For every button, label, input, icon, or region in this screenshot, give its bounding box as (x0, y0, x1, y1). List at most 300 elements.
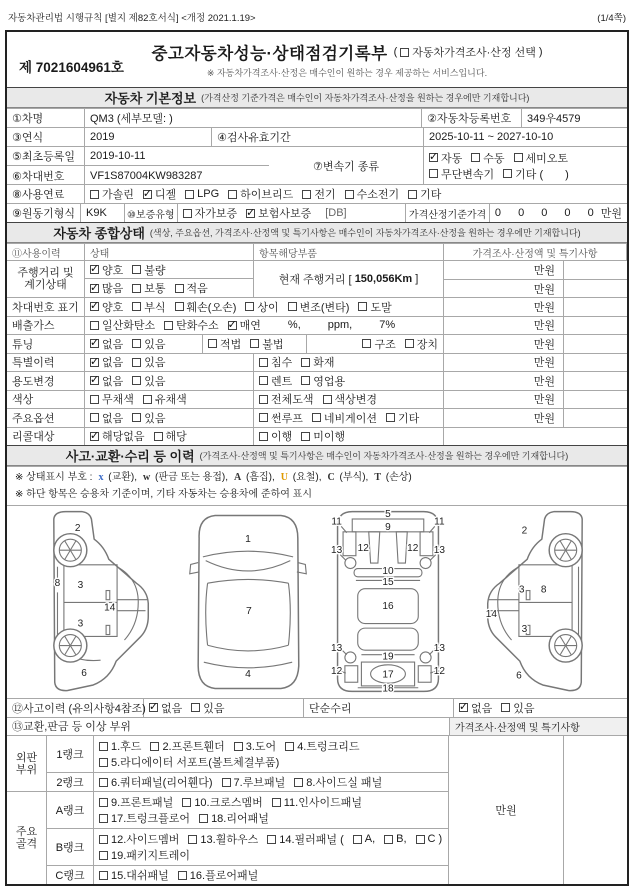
checkbox-option[interactable] (90, 428, 145, 444)
checkbox-label: B, (396, 833, 407, 845)
unchecked-checkbox-icon[interactable] (386, 413, 395, 422)
price-cell: 만원 (444, 298, 564, 316)
checkbox-option[interactable] (90, 336, 123, 352)
unchecked-checkbox-icon[interactable] (99, 851, 108, 860)
unchecked-checkbox-icon[interactable] (228, 190, 237, 199)
checkbox-option[interactable] (132, 373, 165, 389)
checked-checkbox-icon[interactable] (143, 190, 152, 199)
unchecked-checkbox-icon[interactable] (301, 358, 310, 367)
checkbox-option[interactable] (90, 410, 123, 426)
warranty-label: ⑩보증유형 (125, 204, 178, 222)
checkbox-option[interactable] (90, 354, 123, 370)
checkbox-option[interactable] (154, 428, 187, 444)
checkbox-option[interactable] (175, 299, 237, 315)
checkbox-option[interactable] (294, 774, 382, 790)
remark-cell (564, 372, 627, 390)
rankB-parts-line2[interactable] (99, 847, 443, 863)
unchecked-checkbox-icon[interactable] (405, 339, 414, 348)
checkbox-option[interactable] (99, 810, 190, 826)
unchecked-checkbox-icon[interactable] (175, 302, 184, 311)
checkbox-option[interactable] (90, 373, 123, 389)
unchecked-checkbox-icon[interactable] (259, 432, 268, 441)
price-cell: 만원 (444, 317, 564, 335)
price-cell: 만원 (444, 280, 564, 298)
price-cell: 만원 (444, 335, 564, 353)
tuning-parts[interactable] (307, 335, 444, 353)
checkbox-option[interactable] (408, 186, 441, 202)
section-basic-info (7, 87, 627, 108)
unchecked-checkbox-icon[interactable] (259, 358, 268, 367)
rank1-parts-line2[interactable] (99, 754, 443, 770)
checkbox-option[interactable] (246, 205, 311, 221)
checkbox-option[interactable] (182, 794, 262, 810)
unchecked-checkbox-icon[interactable] (154, 432, 163, 441)
transmission-label: ⑦변속기 종류 (269, 147, 424, 184)
unchecked-checkbox-icon[interactable] (323, 395, 332, 404)
unchecked-checkbox-icon[interactable] (501, 703, 510, 712)
checkbox-label: 색상변경 (334, 394, 378, 407)
checkbox-option[interactable] (384, 833, 406, 845)
transmission-options-line2[interactable] (429, 166, 622, 182)
recall-status[interactable] (85, 428, 254, 446)
checkbox-option[interactable] (405, 336, 438, 352)
fuel-options[interactable] (85, 185, 627, 203)
remark-cell (564, 409, 627, 427)
checked-checkbox-icon[interactable] (90, 284, 99, 293)
checkbox-option[interactable] (323, 391, 378, 407)
remark-cell (444, 428, 627, 446)
checkbox-option[interactable] (301, 373, 345, 389)
unchecked-checkbox-icon[interactable] (245, 302, 254, 311)
checkbox-option[interactable] (245, 299, 278, 315)
unchecked-checkbox-icon[interactable] (384, 835, 393, 844)
unchecked-checkbox-icon[interactable] (301, 376, 310, 385)
checkbox-option[interactable] (259, 428, 292, 444)
checkbox-option[interactable] (99, 774, 213, 790)
checkbox-option[interactable] (132, 280, 165, 296)
price-survey-checkbox-group[interactable] (400, 44, 536, 60)
accident-history-status[interactable] (144, 699, 304, 717)
checkbox-label: 수동 (483, 152, 505, 165)
checkbox-option[interactable] (188, 831, 258, 847)
usage-parts[interactable] (254, 372, 444, 390)
special-status[interactable] (85, 354, 254, 372)
checkbox-option[interactable] (288, 299, 350, 315)
remark-cell (564, 335, 627, 353)
reg-no-label: ②자동차등록번호 (422, 109, 522, 127)
form-subtitle: ※ 자동차가격조사·산정은 매수인이 원하는 경우 제공하는 서비스입니다. (206, 68, 488, 78)
base-price-label: 가격산정기준가격 (406, 204, 490, 222)
diagram-part-number: 3 (521, 623, 528, 635)
checkbox-label: 탄화수소 (176, 320, 219, 333)
unchecked-checkbox-icon[interactable] (259, 395, 268, 404)
checkbox-option[interactable] (272, 794, 362, 810)
vin-mark-options[interactable] (85, 298, 444, 316)
remark-cell (564, 280, 627, 298)
ranks-table (7, 735, 627, 884)
unchecked-checkbox-icon[interactable] (132, 413, 141, 422)
checkbox-label: 전기 (314, 189, 336, 201)
rank1-parts-line1[interactable] (99, 738, 443, 754)
unchecked-checkbox-icon[interactable] (259, 376, 268, 385)
unchecked-checkbox-icon[interactable] (99, 835, 108, 844)
unchecked-checkbox-icon[interactable] (132, 302, 141, 311)
remark-cell (564, 354, 627, 372)
car-name-value: QM3 (세부모델: ) (85, 109, 422, 127)
checkbox-option[interactable] (353, 833, 375, 845)
checkbox-option[interactable] (228, 186, 293, 202)
checkbox-option[interactable] (99, 867, 169, 883)
checkbox-label: 양호 (102, 301, 124, 314)
unchecked-checkbox-icon[interactable] (99, 778, 108, 787)
checkbox-option[interactable] (90, 391, 134, 407)
checkbox-label: 화재 (313, 357, 335, 370)
rankA-parts-line1[interactable] (99, 794, 443, 810)
unchecked-checkbox-icon[interactable] (312, 413, 321, 422)
checked-checkbox-icon[interactable] (429, 153, 438, 162)
checkbox-label: 상이 (257, 301, 279, 314)
checkbox-option[interactable] (90, 262, 123, 278)
checkbox-label: 미이행 (313, 431, 346, 444)
checkbox-option[interactable] (301, 354, 334, 370)
unchecked-checkbox-icon[interactable] (400, 48, 409, 57)
checkbox-option[interactable] (99, 847, 190, 863)
unchecked-checkbox-icon[interactable] (416, 835, 425, 844)
checked-checkbox-icon[interactable] (228, 321, 237, 330)
unchecked-checkbox-icon[interactable] (285, 742, 294, 751)
unchecked-checkbox-icon[interactable] (301, 432, 310, 441)
unchecked-checkbox-icon[interactable] (183, 209, 192, 218)
checkbox-option[interactable] (90, 280, 123, 296)
emission-label: 배출가스 (7, 317, 85, 335)
checkbox-label: 불량 (144, 264, 166, 277)
checkbox-label: 18.리어패널 (211, 813, 269, 825)
transmission-options-line1[interactable] (429, 150, 622, 166)
unchecked-checkbox-icon[interactable] (250, 339, 259, 348)
car-diagram-side-left (21, 508, 171, 696)
unchecked-checkbox-icon[interactable] (188, 835, 197, 844)
simple-repair-label: 단순수리 (304, 699, 454, 717)
unchecked-checkbox-icon[interactable] (208, 339, 217, 348)
checkbox-label: 매연 (239, 320, 261, 333)
checkbox-option[interactable] (164, 317, 219, 333)
unchecked-checkbox-icon[interactable] (429, 169, 438, 178)
unchecked-checkbox-icon[interactable] (132, 339, 141, 348)
unchecked-checkbox-icon[interactable] (132, 265, 141, 274)
checked-checkbox-icon[interactable] (90, 339, 99, 348)
checkbox-option[interactable] (301, 428, 345, 444)
checkbox-label: 전체도색 (271, 394, 314, 407)
checkbox-option[interactable] (132, 410, 165, 426)
unchecked-checkbox-icon[interactable] (345, 190, 354, 199)
legend-symbol: U (280, 472, 288, 483)
checked-checkbox-icon[interactable] (90, 432, 99, 441)
checkbox-option[interactable] (259, 391, 314, 407)
unchecked-checkbox-icon[interactable] (132, 358, 141, 367)
checkbox-label: 6.쿼터패널(리어휀다) (111, 777, 213, 789)
checkbox-label: 2.프론트휀더 (162, 741, 225, 753)
section-basic-note: (가격산정 기준가격은 매수인이 자동차가격조사·산정을 원하는 경우에만 기재합니다) (201, 93, 530, 103)
diagram-part-number: 3 (77, 579, 84, 591)
unchecked-checkbox-icon[interactable] (90, 190, 99, 199)
option-parts[interactable] (254, 409, 444, 427)
checkbox-option[interactable] (429, 150, 462, 166)
diagram-part-number: 6 (516, 670, 522, 682)
checked-checkbox-icon[interactable] (90, 358, 99, 367)
diagram-part-number: 8 (540, 584, 547, 596)
checkbox-option[interactable] (416, 833, 443, 845)
unchecked-checkbox-icon[interactable] (90, 413, 99, 422)
emission-options: 일산화탄소 탄화수소 ✓ 매연 %, ppm, 7% (85, 317, 444, 335)
checkbox-option[interactable] (99, 738, 141, 754)
checkbox-option[interactable] (312, 410, 377, 426)
checkbox-option[interactable] (259, 373, 292, 389)
remark-cell (564, 391, 627, 409)
unchecked-checkbox-icon[interactable] (267, 835, 276, 844)
checkbox-label: 없음 (102, 357, 124, 370)
unchecked-checkbox-icon[interactable] (259, 413, 268, 422)
rankA-label: A랭크 (47, 792, 94, 828)
checkbox-option[interactable] (143, 391, 187, 407)
unchecked-checkbox-icon[interactable] (99, 814, 108, 823)
color-status[interactable] (85, 391, 254, 409)
form-box (5, 30, 629, 886)
unchecked-checkbox-icon[interactable] (175, 284, 184, 293)
checkbox-option[interactable] (99, 754, 279, 770)
row-color (7, 390, 627, 409)
inspection-value: 2025-10-11 ~ 2027-10-10 (429, 131, 554, 143)
checkbox-label: 있음 (203, 702, 225, 715)
checkbox-option[interactable] (175, 280, 208, 296)
remark-cell (564, 261, 627, 279)
year-value: 2019 (85, 128, 212, 146)
checkbox-option[interactable] (132, 354, 165, 370)
checkbox-option[interactable] (191, 700, 224, 716)
legend-symbol: T (374, 472, 381, 483)
recall-parts[interactable] (254, 428, 444, 446)
diagram-part-number: 4 (244, 669, 251, 681)
unchecked-checkbox-icon[interactable] (90, 321, 99, 330)
checkbox-option[interactable] (185, 188, 219, 200)
row-fuel (7, 184, 627, 203)
accident-history-label: ⑫사고이력 (유의사항4참조) (7, 699, 144, 717)
unchecked-checkbox-icon[interactable] (408, 190, 417, 199)
section-overall-title: 자동차 종합상태 (53, 226, 145, 241)
unchecked-checkbox-icon[interactable] (471, 153, 480, 162)
engine-value: K9K (81, 204, 125, 222)
checkbox-option[interactable] (90, 299, 123, 315)
checkbox-option[interactable] (99, 831, 179, 847)
rank2-parts[interactable] (94, 773, 448, 791)
legend-symbol: x (98, 472, 104, 483)
unchecked-checkbox-icon[interactable] (222, 778, 231, 787)
simple-repair-status[interactable] (454, 699, 627, 717)
rankA-parts-line2[interactable] (99, 810, 443, 826)
row-tuning (7, 334, 627, 353)
checked-checkbox-icon[interactable] (246, 209, 255, 218)
legend-note: ※ 하단 항목은 승용차 기준이며, 기타 자동차는 승용차에 준하여 표시 (15, 489, 312, 500)
checkbox-option[interactable] (400, 44, 536, 60)
checkbox-option[interactable] (234, 738, 276, 754)
checkbox-option[interactable] (90, 317, 155, 333)
title-block (7, 32, 627, 87)
checkbox-label: 있음 (144, 375, 166, 388)
mileage-status-1[interactable] (85, 261, 253, 279)
unchecked-checkbox-icon[interactable] (143, 395, 152, 404)
checkbox-option[interactable] (90, 186, 134, 202)
checkbox-label: 자가보증 (194, 208, 238, 220)
price-cell: 만원 (444, 391, 564, 409)
checkbox-option[interactable] (429, 166, 494, 182)
checkbox-label: 가솔린 (102, 189, 134, 201)
option-status[interactable] (85, 409, 254, 427)
checked-checkbox-icon[interactable] (90, 265, 99, 274)
checkbox-option[interactable] (259, 410, 303, 426)
diagram-part-number: 14 (485, 609, 497, 621)
checked-checkbox-icon[interactable] (90, 302, 99, 311)
checkbox-label: 네비게이션 (323, 412, 378, 425)
diagram-part-number: 13 (434, 544, 446, 556)
checked-checkbox-icon[interactable] (459, 703, 468, 712)
price-cell: 만원 (444, 409, 564, 427)
checkbox-option[interactable] (459, 700, 492, 716)
diagram-part-number: 3 (518, 584, 525, 596)
vin-value: VF1S87004KW983287 (90, 169, 203, 182)
checkbox-option[interactable] (259, 354, 292, 370)
legend-description: (판금 또는 용접), (152, 472, 228, 483)
checkbox-option[interactable] (132, 336, 165, 352)
checkbox-option[interactable] (285, 738, 359, 754)
diagram-part-number: 12 (407, 543, 419, 555)
usage-status[interactable] (85, 372, 254, 390)
checkbox-option[interactable] (222, 774, 286, 790)
unchecked-checkbox-icon[interactable] (164, 321, 173, 330)
unchecked-checkbox-icon[interactable] (99, 871, 108, 880)
regulation-text: 자동차관리법 시행규칙 [별지 제82호서식] <개정 2021.1.19> (8, 13, 256, 24)
unchecked-checkbox-icon[interactable] (150, 742, 159, 751)
diagram-part-number: 12 (331, 665, 343, 677)
checkbox-label: 없음 (102, 375, 124, 388)
unchecked-checkbox-icon[interactable] (132, 284, 141, 293)
tuning-legal[interactable] (203, 335, 307, 353)
unchecked-checkbox-icon[interactable] (353, 835, 362, 844)
row-year (7, 127, 627, 146)
checkbox-option[interactable] (362, 336, 395, 352)
checkbox-option[interactable] (503, 166, 569, 182)
checkbox-option[interactable] (514, 150, 569, 166)
inspection-label: ④검사유효기간 (212, 128, 424, 146)
unchecked-checkbox-icon[interactable] (182, 798, 191, 807)
checkbox-option[interactable] (199, 810, 269, 826)
checkbox-option[interactable] (149, 700, 182, 716)
section-accident-history (7, 445, 627, 466)
legend-description: (손상) (382, 472, 412, 483)
checkbox-option[interactable] (471, 150, 504, 166)
checkbox-label: 11.인사이드패널 (283, 797, 362, 809)
checkbox-label: LPG (197, 188, 220, 200)
diagram-part-number: 19 (382, 651, 394, 663)
unchecked-checkbox-icon[interactable] (199, 814, 208, 823)
mileage-status-2[interactable] (85, 279, 253, 297)
unchecked-checkbox-icon[interactable] (185, 190, 194, 199)
unchecked-checkbox-icon[interactable] (99, 798, 108, 807)
tuning-status[interactable] (85, 335, 203, 353)
checkbox-label: 16.플로어패널 (189, 870, 259, 882)
checkbox-option[interactable] (132, 299, 165, 315)
section-accident-note: (가격조사·산정액 및 특기사항은 매수인이 자동차가격조사·산정을 원하는 경우에만 기재합니다) (199, 451, 569, 461)
checkbox-option[interactable] (183, 205, 238, 221)
unchecked-checkbox-icon[interactable] (358, 302, 367, 311)
row-engine-warranty (7, 203, 627, 222)
checkbox-label: 일산화탄소 (102, 320, 156, 333)
checkbox-label: 자동차가격조사·산정 선택 (412, 47, 536, 59)
checkbox-label: 적음 (186, 283, 208, 296)
legend-symbol: w (143, 472, 151, 483)
checked-checkbox-icon[interactable] (90, 376, 99, 385)
checkbox-option[interactable] (267, 831, 344, 847)
checkbox-label: 하이브리드 (240, 189, 294, 201)
unchecked-checkbox-icon[interactable] (503, 169, 512, 178)
unchecked-checkbox-icon[interactable] (362, 339, 371, 348)
unchecked-checkbox-icon[interactable] (99, 742, 108, 751)
checkbox-option[interactable] (132, 262, 165, 278)
unchecked-checkbox-icon[interactable] (302, 190, 311, 199)
unchecked-checkbox-icon[interactable] (90, 395, 99, 404)
legend-symbol: A (233, 472, 242, 483)
checkbox-option[interactable] (358, 299, 391, 315)
checkbox-label: 해당없음 (102, 431, 145, 444)
unchecked-checkbox-icon[interactable] (514, 153, 523, 162)
unchecked-checkbox-icon[interactable] (294, 778, 303, 787)
checkbox-option[interactable] (302, 186, 335, 202)
unchecked-checkbox-icon[interactable] (288, 302, 297, 311)
rankB-parts-line1[interactable] (99, 831, 443, 847)
checkbox-option[interactable] (501, 700, 534, 716)
checkbox-option[interactable] (345, 186, 400, 202)
unchecked-checkbox-icon[interactable] (132, 376, 141, 385)
car-diagram-top (184, 508, 312, 696)
checkbox-label: 14.필러패널 ( (279, 834, 344, 846)
unchecked-checkbox-icon[interactable] (234, 742, 243, 751)
rankC-parts[interactable] (94, 866, 448, 884)
checkbox-option[interactable] (228, 317, 261, 333)
row-accident-history (7, 698, 627, 717)
checkbox-label: 10.크로스멤버 (194, 797, 263, 809)
row-vin-mark (7, 297, 627, 316)
car-name-label: ①차명 (7, 109, 85, 127)
unchecked-checkbox-icon[interactable] (272, 798, 281, 807)
checkbox-option[interactable] (208, 336, 241, 352)
checkbox-option[interactable] (143, 186, 176, 202)
special-label: 특별이력 (7, 354, 85, 372)
checkbox-option[interactable] (250, 336, 283, 352)
checkbox-option[interactable] (386, 410, 419, 426)
color-parts[interactable] (254, 391, 444, 409)
special-parts[interactable] (254, 354, 444, 372)
price-survey-option: ( 자동차가격조사·산정 선택 ) (393, 46, 543, 59)
checked-checkbox-icon[interactable] (149, 703, 158, 712)
checkbox-option[interactable] (99, 794, 173, 810)
unchecked-checkbox-icon[interactable] (178, 871, 187, 880)
mileage-label: 주행거리 및 계기상태 (7, 261, 85, 297)
fuel-label: ⑧사용연료 (7, 185, 85, 203)
unchecked-checkbox-icon[interactable] (191, 703, 200, 712)
checkbox-option[interactable] (150, 738, 224, 754)
legend-description: (부식), (336, 472, 369, 483)
checkbox-option[interactable] (178, 867, 258, 883)
checkbox-label: 디젤 (154, 189, 177, 201)
unchecked-checkbox-icon[interactable] (99, 758, 108, 767)
